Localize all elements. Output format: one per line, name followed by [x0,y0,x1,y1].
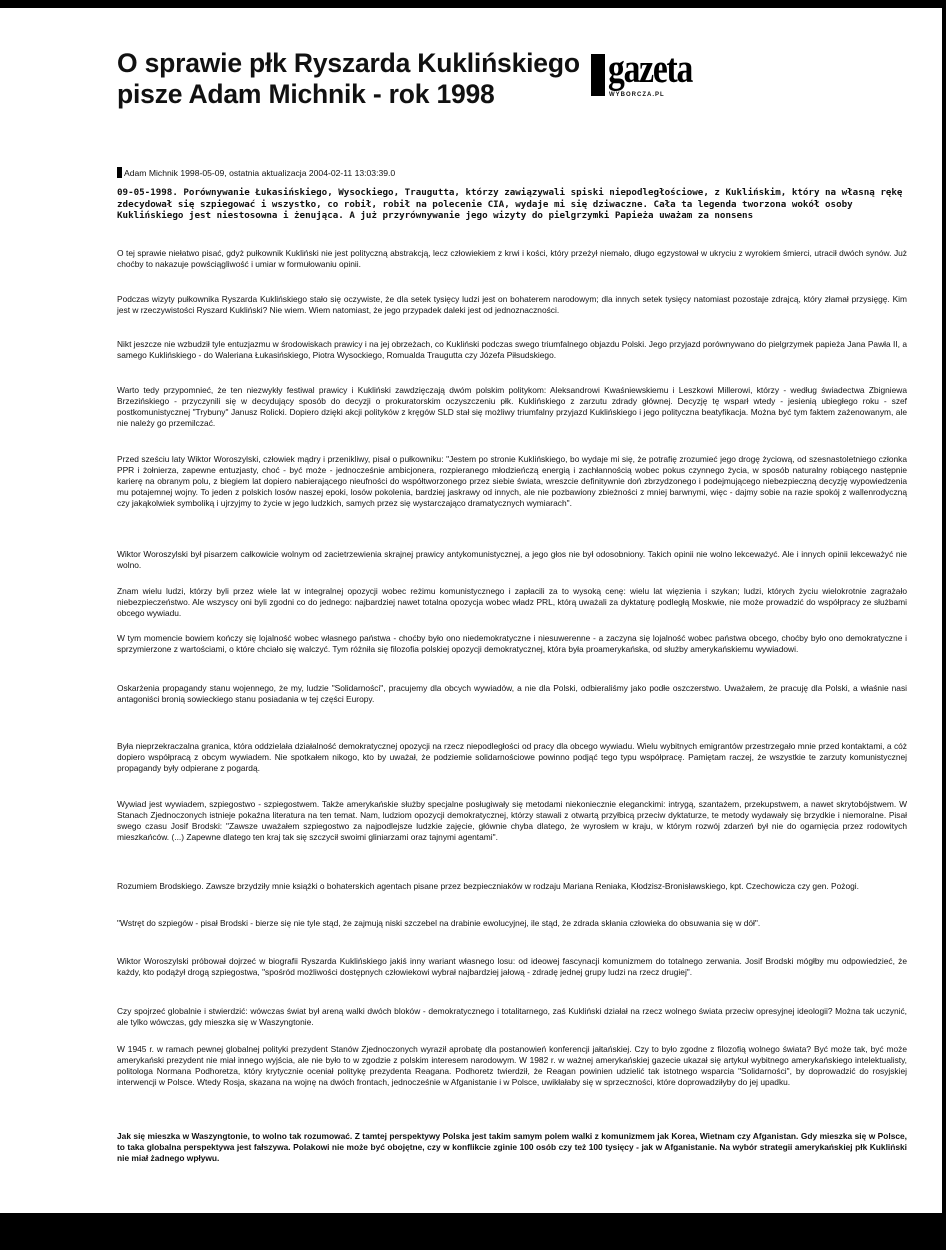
scan-right-border [942,0,946,1250]
paragraph-8: W tym momencie bowiem kończy się lojalność wobec własnego państwa - choćby było ono niedemokratyczne i niesuwerenne - a zaczyna się lojalność wobec państwa obcego, choćby było ono demokratyczne i sprzymierzone z wartościami, o które chciało się walczyć. Tym różniła się filozofia polskiej opozycji demokratycznej, która była proamerykańska, od służby amerykańskiemu wywiadowi. [117,633,907,655]
article-meta [117,167,395,178]
paragraph-17: Jak się mieszka w Waszyngtonie, to wolno tak rozumować. Z tamtej perspektywy Polska jest takim samym polem walki z komunizmem jak Korea, Wietnam czy Afganistan. Gdy mieszka się w Polsce, to taka globalna perspektywa jest fałszywa. Polakowi nie może być obojętne, czy w konflikcie zginie 100 osób czy też 100 tysięcy - jak w Afganistanie. Na wybór strategii amerykańskiej płk Kukliński nie miał żadnego wpływu. [117,1131,907,1164]
gazeta-logo [591,45,721,102]
paragraph-4: Warto tedy przypomnieć, że ten niezwykły festiwal prawicy i Kukliński zawdzięczają dwóm polskim politykom: Aleksandrowi Kwaśniewskiemu i Leszkowi Millerowi, którzy - według świadectwa Zbigniewa Brzezińskiego - przyczynili się w decydujący sposób do decyzji o prokuratorskim oczyszczeniu płk. Kuklińskiego z zarzutu zdrady głównej. Decyzję tę wsparł wtedy - jesienią ubiegłego roku - szef postkomunistycznej "Trybuny" Janusz Rolicki. Dopiero dzięki akcji polityków z kręgów SLD stał się możliwy triumfalny przyjazd Kuklińskiego i jego polityczna beatyfikacja. Można być tym faktem zażenowanym, ale nie należy go przemilczać. [117,385,907,429]
paragraph-3: Nikt jeszcze nie wzbudził tyle entuzjazmu w środowiskach prawicy i na jej obrzeżach, co Kukliński podczas swego triumfalnego objazdu Polski. Jego przyjazd porównywano do pielgrzymek papieża Jana Pawła II, a samego Kuklińskiego - do Waleriana Łukasińskiego, Piotra Wysockiego, Romualda Traugutta czy Józefa Piłsudskiego. [117,339,907,361]
article-title: O sprawie płk Ryszarda Kuklińskiego pisze Adam Michnik - rok 1998 [117,48,580,109]
paragraph-16: W 1945 r. w ramach pewnej globalnej polityki prezydent Stanów Zjednoczonych wyraził aprobatę dla postanowień konferencji jałtańskiej. Czy to było zgodne z filozofią wolnego świata? Być może tak, być może amerykański prezydent nie miał innego wyjścia, ale nie było to w zgodzie z polskim interesem narodowym. W 1982 r. w ważnej amerykańskiej gazecie ukazał się artykuł wybitnego amerykańskiego intelektualisty, politologa Normana Podhoretza, który krytycznie oceniał politykę prezydenta Reagana. Podhoretz twierdził, że Reagan powinien udzielić tak istotnego wsparcia "Solidarności", by doprowadzić do rosyjskiej interwencji w Polsce. Wtedy Rosja, skazana na wojnę na dwóch frontach, jednocześnie w Afganistanie i w Polsce, uwikłałaby się w sprzeczności, które doprowadziłyby do jej upadku. [117,1044,907,1088]
article-lead: 09-05-1998. Porównywanie Łukasińskiego, Wysockiego, Traugutta, którzy zawiązywali spiski niepodległościowe, z Kuklińskim, który na własną rękę zdecydował się szpiegować i wszystko, co robił, robił na polecenie CIA, wydaje mi się dziwaczne. Cała ta legenda tworzona wokół osoby Kuklińskiego jest niestosowna i żenująca. A już przyrównywanie jego wizyty do pielgrzymki Papieża uważam za nonsens [117,187,903,221]
paragraph-12: Rozumiem Brodskiego. Zawsze brzydziły mnie książki o bohaterskich agentach pisane przez bezpieczniaków w rodzaju Mariana Reniaka, Kłodzisz-Bronisławskiego, kpt. Czechowicza czy gen. Pożogi. [117,881,859,891]
logo-block-icon [591,54,605,96]
paragraph-13: "Wstręt do szpiegów - pisał Brodski - bierze się nie tyle stąd, że zajmują niski szczebel na drabinie ewolucyjnej, ile stąd, że zdrada skłania człowieka do obsuwania się w dół". [117,918,761,928]
logo-word: gazeta [608,45,693,91]
paragraph-6: Wiktor Woroszylski był pisarzem całkowicie wolnym od zacietrzewienia skrajnej prawicy antykomunistycznej, a jego głos nie był odosobniony. Takich opinii nie wolno lekceważyć. Ale i innych opinii lekceważyć nie wolno. [117,549,907,571]
scan-bottom-border [0,1213,946,1250]
paragraph-2: Podczas wizyty pułkownika Ryszarda Kuklińskiego stało się oczywiste, że dla setek tysięcy ludzi jest on bohaterem narodowym; dla innych setek tysięcy natomiast pozostaje zdrajcą, który złamał przysięgę. Kim jest w rzeczywistości Ryszard Kukliński? Nie wiem. Wiem natomiast, że jego przypadek daleki jest od jednoznaczności. [117,294,907,316]
paragraph-10: Była nieprzekraczalna granica, która oddzielała działalność demokratycznej opozycji na rzecz niepodległości od pracy dla obcego wywiadu. Wielu wybitnych emigrantów przestrzegało mnie przed kontaktami, a cóż dopiero współpracą z obcym wywiadem. Nie spotkałem nikogo, kto by uważał, że podziemie solidarnościowe powinno podjąć tego typu współpracę. Pamiętam raczej, że wszystkie te zarzuty komunistycznej propagandy były odpierane z pogardą. [117,741,907,774]
paragraph-9: Oskarżenia propagandy stanu wojennego, że my, ludzie "Solidarności", pracujemy dla obcych wywiadów, a nie dla Polski, odbieraliśmy jako podłe oszczerstwo. Uważałem, że pracuję dla Polski, a właśnie nasi antagoniści bronią sowieckiego stanu posiadania w tej części Europy. [117,683,907,705]
paragraph-15: Czy spojrzeć globalnie i stwierdzić: wówczas świat był areną walki dwóch bloków - demokratycznego i totalitarnego, zaś Kukliński działał na rzecz wolnego świata przeciw opresyjnej ideologii? Można tak uczynić, ale tylko wówczas, gdy mieszka się w Waszyngtonie. [117,1006,907,1028]
paragraph-14: Wiktor Woroszylski próbował dojrzeć w biografii Ryszarda Kuklińskiego jakiś inny wariant własnego losu: od ideowej fascynacji komunizmem do totalnego zerwania. Josif Brodski mógłby mu odpowiedzieć, że każdy, kto podążył drogą szpiegostwa, "spośród możliwości dostępnych człowiekowi wybrał najbardziej jałową - zdradę jednej grupy ludzi na rzecz drugiej". [117,956,907,978]
logo-subtitle: WYBORCZA.PL [609,92,665,98]
paragraph-5: Przed sześciu laty Wiktor Woroszylski, człowiek mądry i przenikliwy, pisał o pułkowniku: "Jestem po stronie Kuklińskiego, bo wydaje mi się, że potrafię zrozumieć jego drogę życiową, od szesnastoletniego członka PPR i żołnierza, zapewne entuzjasty, choć - być może - jednocześnie ambicjonera, rozpieranego młodzieńczą energią i zachłannością wobec pokus czynnego życia, w sposób naturalny robiącego następnie karierę na obranym polu, z biegiem lat dopiero nabierającego nieufności do współtworzonego przez siebie świata, wreszcie definitywnie doń zbrzydzonego i podejmującego niebezpieczną decyzję wypowiedzenia mu potajemnej wojny. To jeden z polskich losów naszej epoki, losów pokolenia, bardziej jaskrawy od innych, ale nie pozbawiony zbieżności z mniej barwnymi, więc - dajmy sobie na razie spokój z wallenrodyczną czy jakąkolwiek symboliką i ujrzyjmy to życie w jego ludzkich, samych przez się wystarczająco dramatycznych wymiarach". [117,454,907,509]
scan-top-border [0,0,946,8]
paragraph-1: O tej sprawie niełatwo pisać, gdyż pułkownik Kukliński nie jest polityczną abstrakcją, lecz człowiekiem z krwi i kości, który przeżył niemało, długo egzystował w ukryciu z wyrokiem śmierci, utracił dwóch synów. Już choćby to nakazuje powściągliwość i umiar w formułowaniu opinii. [117,248,907,270]
paragraph-11: Wywiad jest wywiadem, szpiegostwo - szpiegostwem. Także amerykańskie służby specjalne posługiwały się metodami niekoniecznie eleganckimi: intrygą, szantażem, przekupstwem, a nawet skrytobójstwem. W Stanach Zjednoczonych istnieje pokaźna literatura na ten temat. Nam, ludziom opozycji demokratycznej, którzy stawali z otwartą przyłbicą przeciw dyktaturze, te metody wydawały się brzydkie i niemoralne. Pisał swego czasu Josif Brodski: "Zawsze uważałem szpiegostwo za najpodlejsze ludzkie zajęcie, głównie chyba dlatego, że wyrosłem w kraju, w którym rozwój zdarzeń był nie do ogarnięcia przez rodowitych mieszkańców. (...) Zapewne dlatego ten kraj tak się szczycił swoimi gliniarzami oraz tajnymi agentami". [117,799,907,843]
meta-square-icon [117,167,122,178]
paragraph-7: Znam wielu ludzi, którzy byli przez wiele lat w integralnej opozycji wobec reżimu komunistycznego i zapłacili za to wysoką cenę: wielu lat więzienia i szykan; ludzi, których życiu wielokrotnie zagrażało niebezpieczeństwo. Ale wszyscy oni byli zgodni co do jednego: najbardziej nawet totalna opozycja wobec władz PRL, którą uważali za dyktaturę podległą Moskwie, nie może prowadzić do współpracy ze służbami obcego wywiadu. [117,586,907,619]
meta-byline: Adam Michnik 1998-05-09, ostatnia aktualizacja 2004-02-11 13:03:39.0 [124,168,396,178]
